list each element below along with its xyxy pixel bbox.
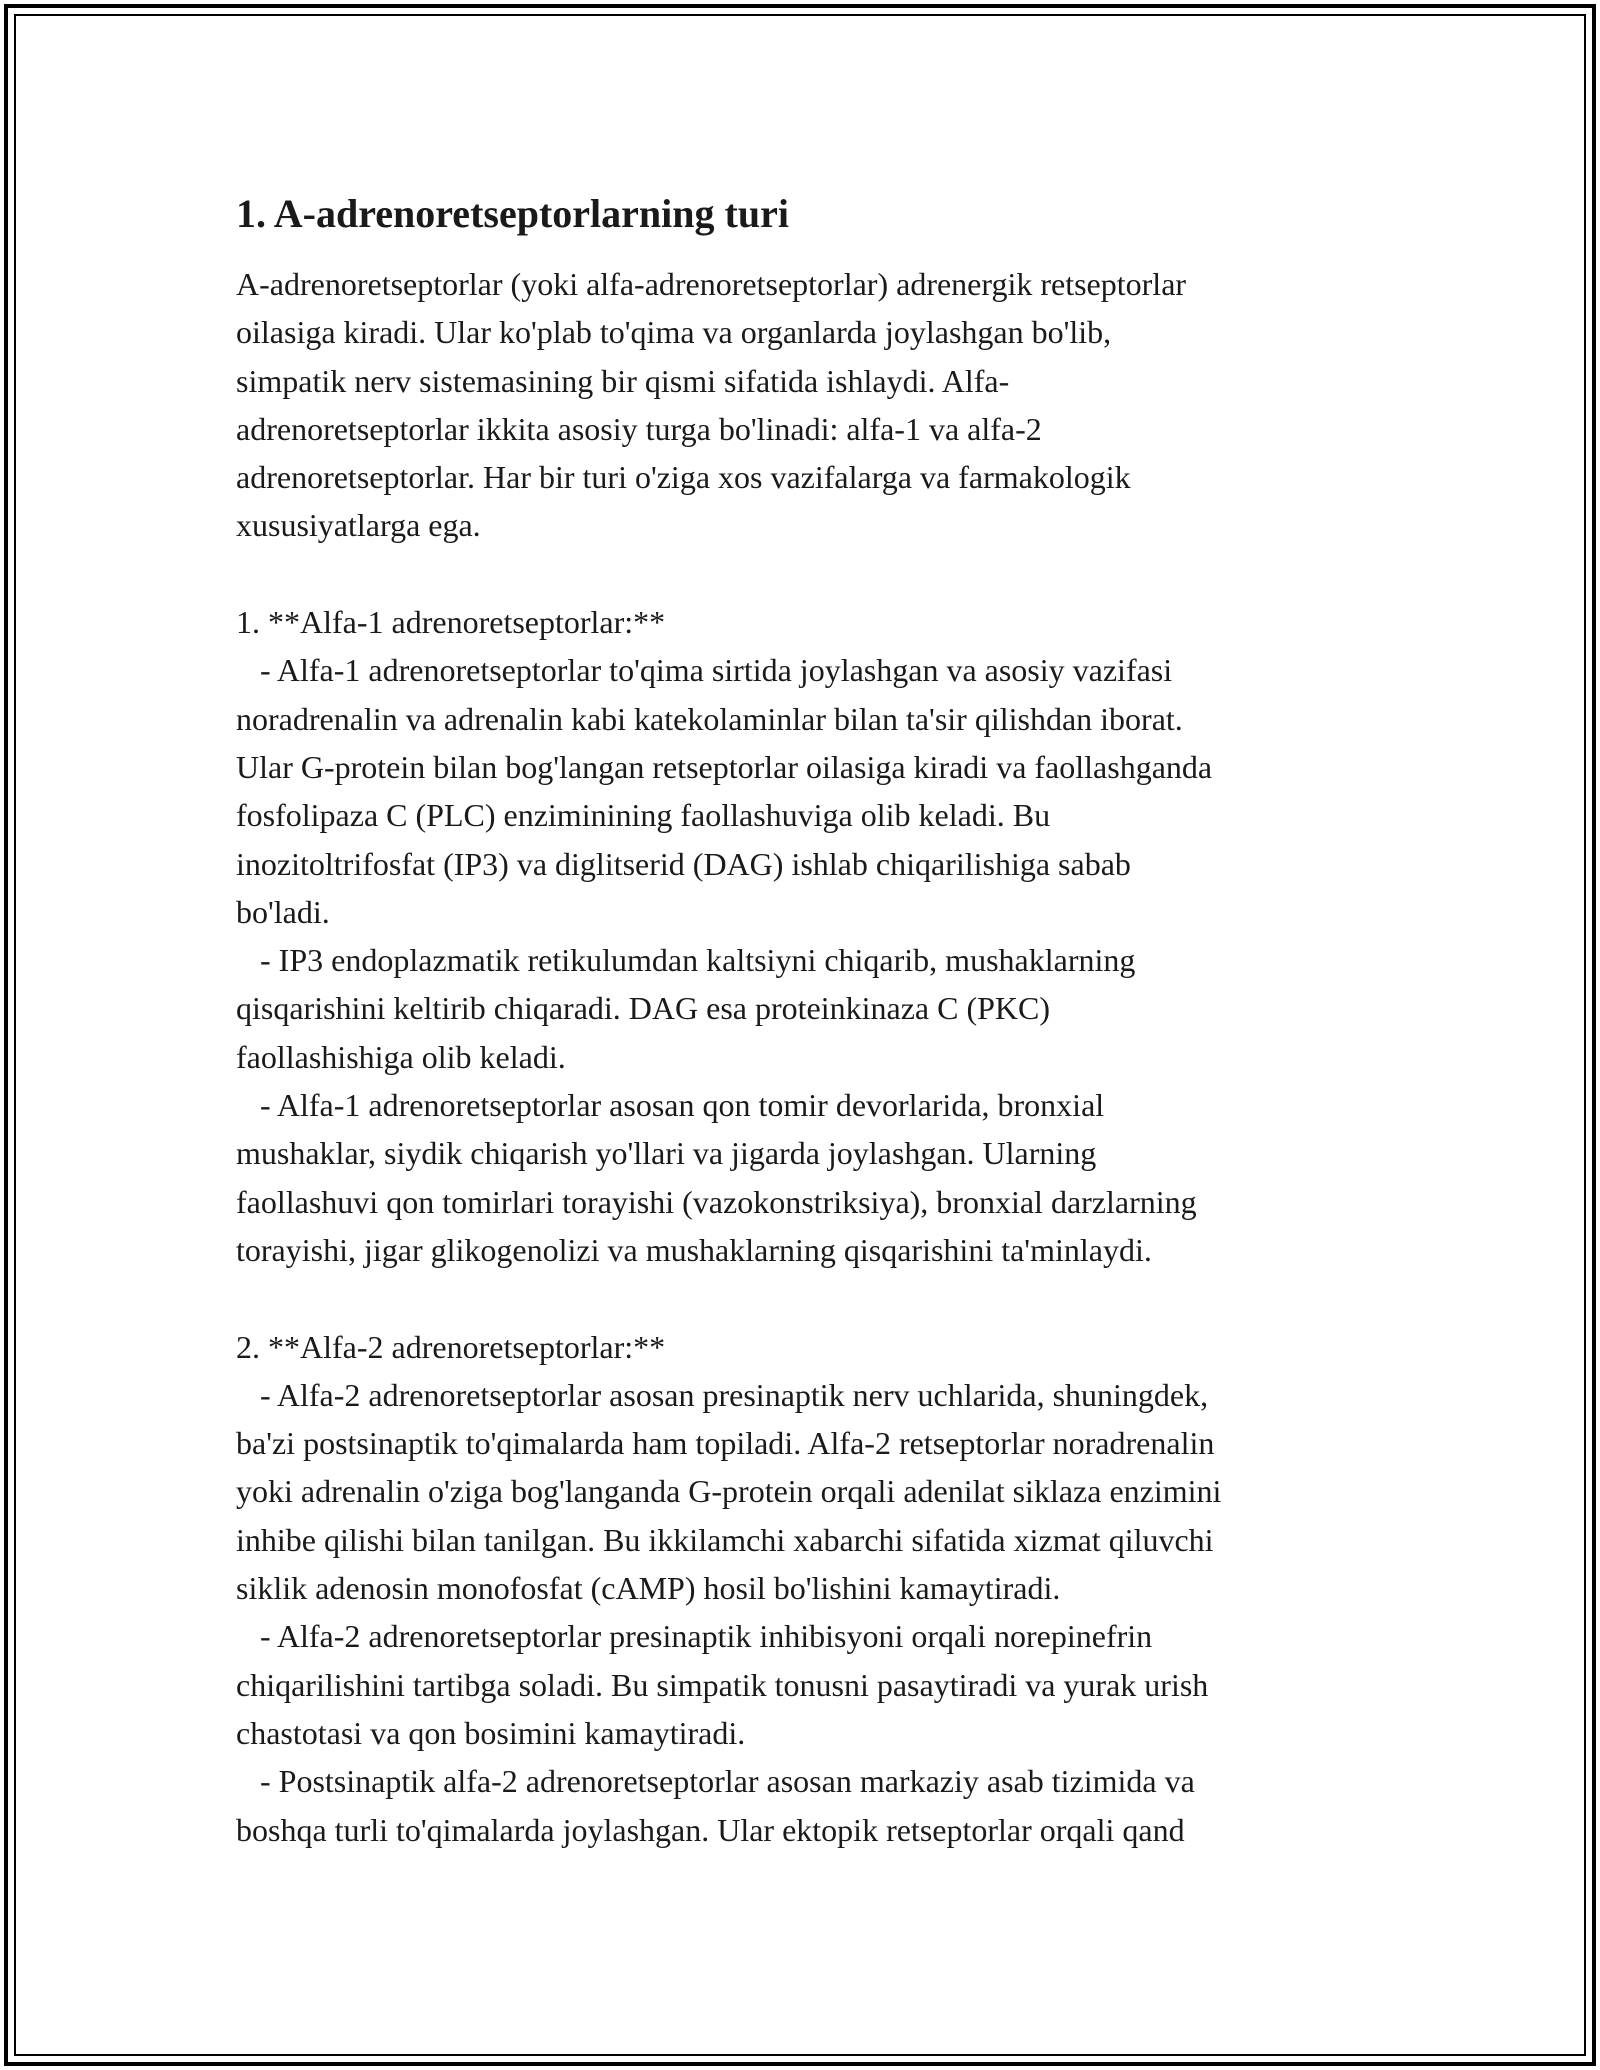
text-line: - IP3 endoplazmatik retikulumdan kaltsiyni chiqarib, mushaklarning [236, 942, 1136, 979]
text-line: xususiyatlarga ega. [236, 507, 481, 544]
text-line: bo'ladi. [236, 893, 330, 930]
text-line: chiqarilishini tartibga soladi. Bu simpatik tonusni pasaytiradi va yurak urish [236, 1666, 1209, 1703]
alfa2-section [236, 1323, 1386, 1854]
paragraph-gap [236, 550, 1386, 598]
document-body [236, 186, 1386, 1854]
text-line: fosfolipaza C (PLC) enziminining faollashuviga olib keladi. Bu [236, 797, 1051, 834]
alfa2-heading: 2. **Alfa-2 adrenoretseptorlar:** [236, 1328, 666, 1365]
text-line: faollashishiga olib keladi. [236, 1038, 566, 1075]
text-line: - Alfa-2 adrenoretseptorlar asosan presinaptik nerv uchlarida, shuningdek, [236, 1376, 1209, 1413]
text-line: oilasiga kiradi. Ular ko'plab to'qima va organlarda joylashgan bo'lib, [236, 314, 1112, 351]
text-line: A-adrenoretseptorlar (yoki alfa-adrenoretseptorlar) adrenergik retseptorlar [236, 266, 1187, 302]
intro-paragraph [236, 260, 1386, 550]
text-line: - Alfa-1 adrenoretseptorlar asosan qon tomir devorlarida, bronxial [236, 1087, 1105, 1124]
text-line: noradrenalin va adrenalin kabi katekolaminlar bilan ta'sir qilishdan iborat. [236, 700, 1183, 737]
text-line: adrenoretseptorlar. Har bir turi o'ziga xos vazifalarga va farmakologik [236, 459, 1131, 496]
text-line: simpatik nerv sistemasining bir qismi sifatida ishlaydi. Alfa- [236, 362, 1010, 399]
text-line: - Alfa-2 adrenoretseptorlar presinaptik inhibisyoni orqali norepinefrin [236, 1618, 1153, 1655]
alfa1-heading: 1. **Alfa-1 adrenoretseptorlar:** [236, 604, 666, 641]
alfa1-section [236, 598, 1386, 1274]
text-line: Ular G-protein bilan bog'langan retseptorlar oilasiga kiradi va faollashganda [236, 748, 1213, 785]
section-title: 1. A-adrenoretseptorlarning turi [236, 191, 789, 236]
text-line: qisqarishini keltirib chiqaradi. DAG esa proteinkinaza C (PKC) [236, 990, 1051, 1027]
text-line: - Postsinaptik alfa-2 adrenoretseptorlar asosan markaziy asab tizimida va [236, 1763, 1195, 1800]
text-line: - Alfa-1 adrenoretseptorlar to'qima sirtida joylashgan va asosiy vazifasi [236, 652, 1173, 689]
text-line: torayishi, jigar glikogenolizi va mushaklarning qisqarishini ta'minlaydi. [236, 1231, 1152, 1268]
text-line: mushaklar, siydik chiqarish yo'llari va jigarda joylashgan. Ularning [236, 1135, 1097, 1172]
text-line: chastotasi va qon bosimini kamaytiradi. [236, 1714, 746, 1751]
text-line: ba'zi postsinaptik to'qimalarda ham topiladi. Alfa-2 retseptorlar noradrenalin [236, 1425, 1215, 1462]
text-line: yoki adrenalin o'ziga bog'langanda G-protein orqali adenilat siklaza enzimini [236, 1473, 1222, 1510]
text-line: siklik adenosin monofosfat (cAMP) hosil bo'lishini kamaytiradi. [236, 1570, 1061, 1607]
text-line: inhibe qilishi bilan tanilgan. Bu ikkilamchi xabarchi sifatida xizmat qiluvchi [236, 1521, 1214, 1558]
text-line: boshqa turli to'qimalarda joylashgan. Ular ektopik retseptorlar orqali qand [236, 1811, 1185, 1848]
paragraph-gap [236, 1274, 1386, 1322]
text-line: faollashuvi qon tomirlari torayishi (vazokonstriksiya), bronxial darzlarning [236, 1183, 1197, 1220]
text-line: inozitoltrifosfat (IP3) va diglitserid (DAG) ishlab chiqarilishiga sabab [236, 845, 1131, 882]
text-line: adrenoretseptorlar ikkita asosiy turga bo'linadi: alfa-1 va alfa-2 [236, 410, 1042, 447]
